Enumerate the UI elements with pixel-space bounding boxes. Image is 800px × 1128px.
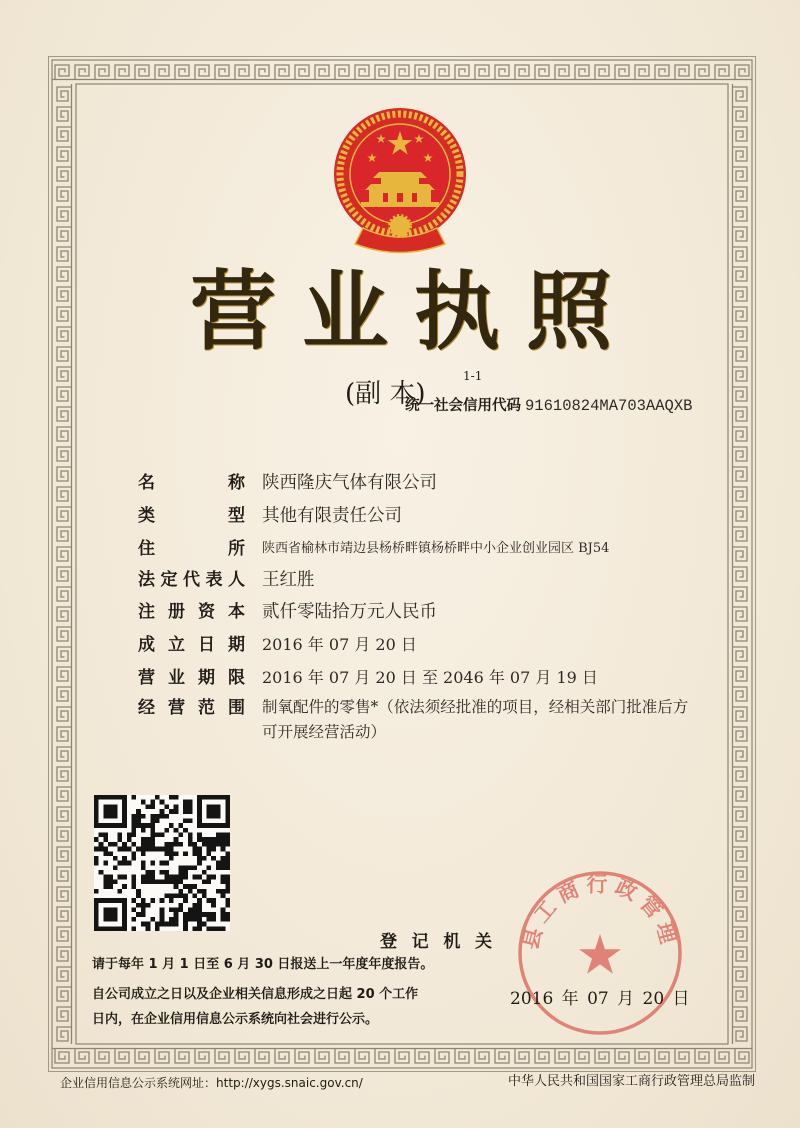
annual-report-notice-line-2: 自公司成立之日以及企业相关信息形成之日起 20 个工作 [92, 987, 419, 1002]
copy-number: 1-1 [463, 369, 483, 383]
star-icon [579, 934, 621, 974]
credit-code-value: 91610824MA703AAQXB [525, 397, 693, 415]
field-row-business-scope [138, 695, 688, 745]
copy-label: (副 本) [345, 379, 426, 409]
border-bottom-band [52, 1044, 752, 1068]
field-label-business-term: 营业期限 [138, 668, 245, 688]
footer-website-url: http://xygs.snaic.gov.cn/ [216, 1076, 363, 1090]
company-type-value: 其他有限责任公司 [262, 506, 402, 526]
annual-report-notice-line-3: 日内，在企业信用信息公示系统向社会进行公示。 [92, 1012, 379, 1027]
border-right-band [728, 84, 752, 1044]
field-label-name: 名称 [138, 473, 245, 493]
business-scope-line-2: 可开展经营活动） [262, 723, 387, 741]
field-row-name [138, 470, 437, 496]
business-scope-value [262, 695, 688, 745]
national-emblem-icon [325, 98, 475, 258]
seal-text-path: 县工商行政管理 [518, 872, 682, 952]
annual-report-notice-line-1: 请于每年 1 月 1 日至 6 月 30 日报送上一年度年度报告。 [92, 957, 434, 972]
qr-code-icon [94, 795, 230, 931]
footer-supervisor: 中华人民共和国国家工商行政管理总局监制 [507, 1074, 755, 1089]
legal-representative-value: 王红胜 [262, 570, 315, 590]
registered-capital-value: 贰仟零陆拾万元人民币 [262, 602, 437, 622]
field-row-address [138, 536, 609, 562]
field-label-address: 住所 [138, 539, 245, 559]
field-label-registered-capital: 注册资本 [138, 602, 245, 622]
qr-finder-top-right [197, 795, 230, 828]
field-row-establishment-date [138, 632, 417, 658]
credit-code-label: 统一社会信用代码 [405, 398, 521, 414]
field-row-business-term [138, 665, 598, 691]
field-row-type [138, 503, 402, 529]
qr-finder-bottom-left [94, 898, 127, 931]
footer-website-label: 企业信用信息公示系统网址： [60, 1076, 217, 1090]
qr-finder-top-left [94, 795, 127, 828]
document-title: 营业执照 [190, 261, 612, 362]
field-row-registered-capital [138, 599, 437, 625]
emblem-gear-icon [390, 216, 410, 236]
credit-code-line [405, 394, 692, 417]
border-top-band [52, 60, 752, 84]
registration-authority-label: 登记机关 [380, 932, 492, 952]
business-scope-line-1: 制氧配件的零售*（依法须经批准的项目，经相关部门批准后方 [262, 698, 689, 716]
business-term-value: 2016 年 07 月 20 日 至 2046 年 07 月 19 日 [262, 668, 598, 687]
official-seal [515, 868, 685, 1038]
field-label-establishment-date: 成立日期 [138, 635, 245, 655]
field-label-type: 类型 [138, 506, 245, 526]
address-value: 陕西省榆林市靖边县杨桥畔镇杨桥畔中小企业创业园区 BJ54 [262, 541, 610, 556]
field-label-business-scope: 经营范围 [138, 698, 245, 718]
company-name-value: 陕西隆庆气体有限公司 [262, 473, 437, 493]
border-left-band [52, 84, 76, 1044]
field-row-legal-representative [138, 567, 315, 593]
establishment-date-value: 2016 年 07 月 20 日 [262, 635, 417, 654]
issue-date: 2016 年 07 月 20 日 [510, 989, 690, 1009]
field-label-legal-representative: 法定代表人 [138, 570, 245, 590]
footer-website [60, 1075, 363, 1091]
